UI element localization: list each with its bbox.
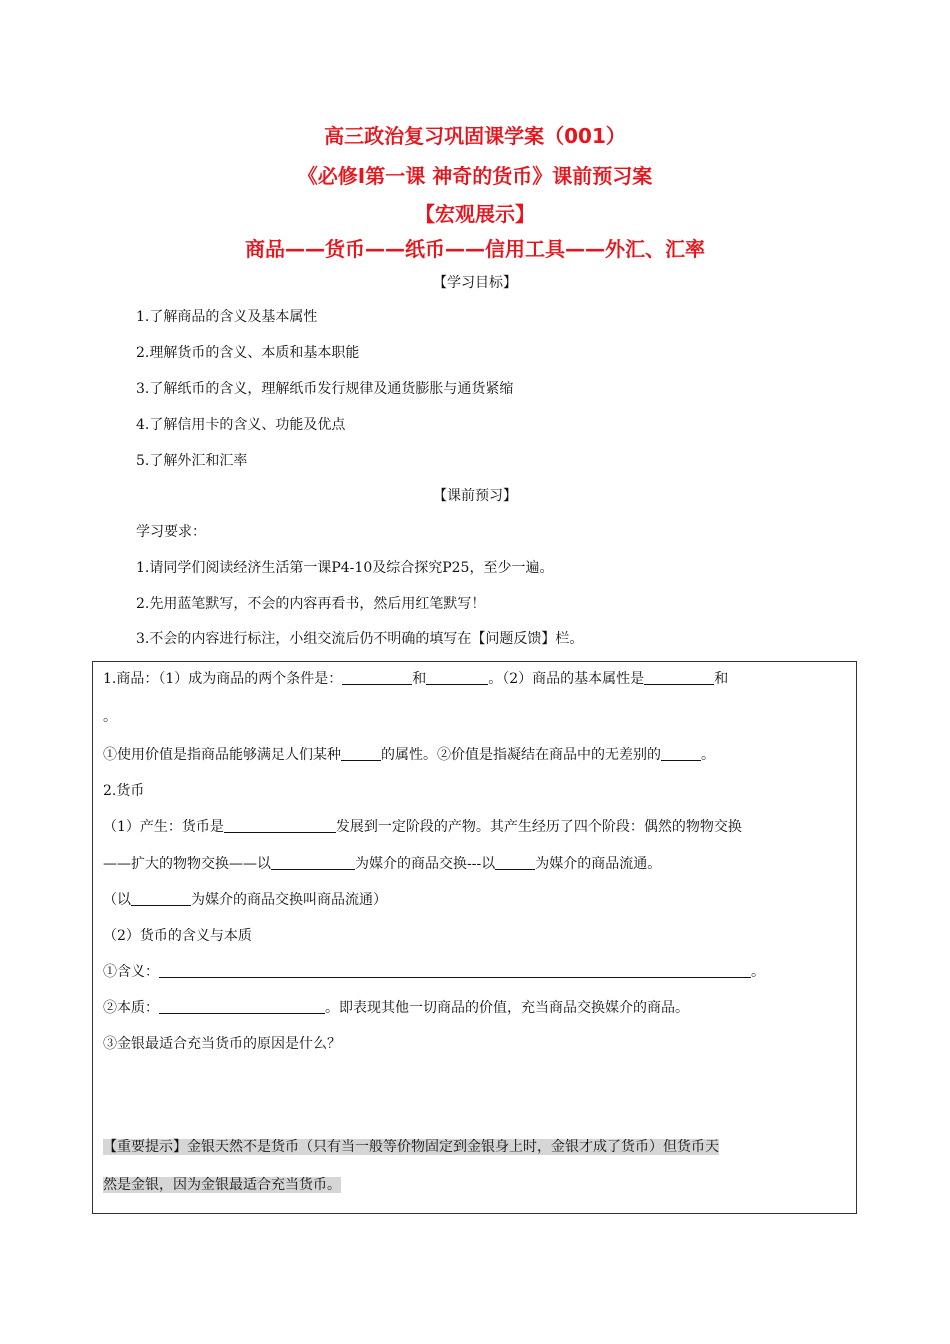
question-meaning-heading: （2）货币的含义与本质 <box>103 928 252 944</box>
answer-blank[interactable] <box>661 746 701 761</box>
question-commodity-cont: 。 <box>103 709 117 725</box>
requirement-item: 1.请同学们阅读经济生活第一课P4-10及综合探究P25，至少一遍。 <box>136 560 554 576</box>
objective-item: 4.了解信用卡的含义、功能及优点 <box>136 417 346 433</box>
question-essence: ②本质： 。即表现其他一切商品的价值，充当商品交换媒介的商品。 <box>103 1000 689 1016</box>
answer-blank[interactable] <box>271 855 355 870</box>
answer-blank[interactable] <box>131 891 191 906</box>
question-origin-cont: ——扩大的物物交换——以 为媒介的商品交换---以 为媒介的商品流通。 <box>103 856 662 872</box>
requirement-item: 3.不会的内容进行标注，小组交流后仍不明确的填写在【问题反馈】栏。 <box>136 631 584 647</box>
answer-blank[interactable] <box>426 670 488 685</box>
question-circulation: （以 为媒介的商品交换叫商品流通） <box>103 892 387 908</box>
requirement-item: 2.先用蓝笔默写，不会的内容再看书，然后用红笔默写！ <box>136 596 486 612</box>
question-commodity: 1.商品：（1）成为商品的两个条件是： 和 。（2）商品的基本属性是 和 <box>103 671 729 687</box>
tip-text: 然是金银，因为金银最适合充当货币。 <box>103 1177 341 1193</box>
answer-blank[interactable] <box>159 963 751 978</box>
answer-blank[interactable] <box>342 670 412 685</box>
objective-item: 1.了解商品的含义及基本属性 <box>136 309 318 325</box>
tip-text: 【重要提示】金银天然不是货币（只有当一般等价物固定到金银身上时，金银才成了货币）但货币天 <box>103 1139 719 1155</box>
section-money: 2.货币 <box>103 783 145 799</box>
objective-item: 3.了解纸币的含义，理解纸币发行规律及通货膨胀与通货紧缩 <box>136 381 514 397</box>
answer-blank[interactable] <box>341 746 381 761</box>
question-gold: ③金银最适合充当货币的原因是什么？ <box>103 1036 341 1052</box>
requirements-label: 学习要求： <box>136 524 206 540</box>
lesson-title: 《必修Ⅰ第一课 神奇的货币》课前预习案 <box>297 164 653 188</box>
question-origin: （1）产生：货币是 发展到一定阶段的产物。其产生经历了四个阶段：偶然的物物交换 <box>103 819 742 835</box>
overview-chain: 商品——货币——纸币——信用工具——外汇、汇率 <box>245 237 705 261</box>
question-meaning: ①含义： 。 <box>103 964 765 980</box>
answer-blank[interactable] <box>224 818 336 833</box>
fill-in-box <box>92 661 857 1214</box>
objective-item: 2.理解货币的含义、本质和基本职能 <box>136 345 360 361</box>
objective-item: 5.了解外汇和汇率 <box>136 453 248 469</box>
question-use-value: ①使用价值是指商品能够满足人们某种 的属性。②价值是指凝结在商品中的无差别的 。 <box>103 747 715 763</box>
answer-blank[interactable] <box>159 999 325 1014</box>
tip-line <box>103 1136 719 1156</box>
preview-heading: 【课前预习】 <box>433 488 517 504</box>
answer-blank[interactable] <box>495 855 535 870</box>
overview-heading: 【宏观展示】 <box>415 202 535 226</box>
tip-line <box>103 1174 341 1194</box>
doc-title: 高三政治复习巩固课学案（001） <box>324 124 626 148</box>
answer-blank[interactable] <box>644 670 714 685</box>
objectives-heading: 【学习目标】 <box>433 275 517 291</box>
